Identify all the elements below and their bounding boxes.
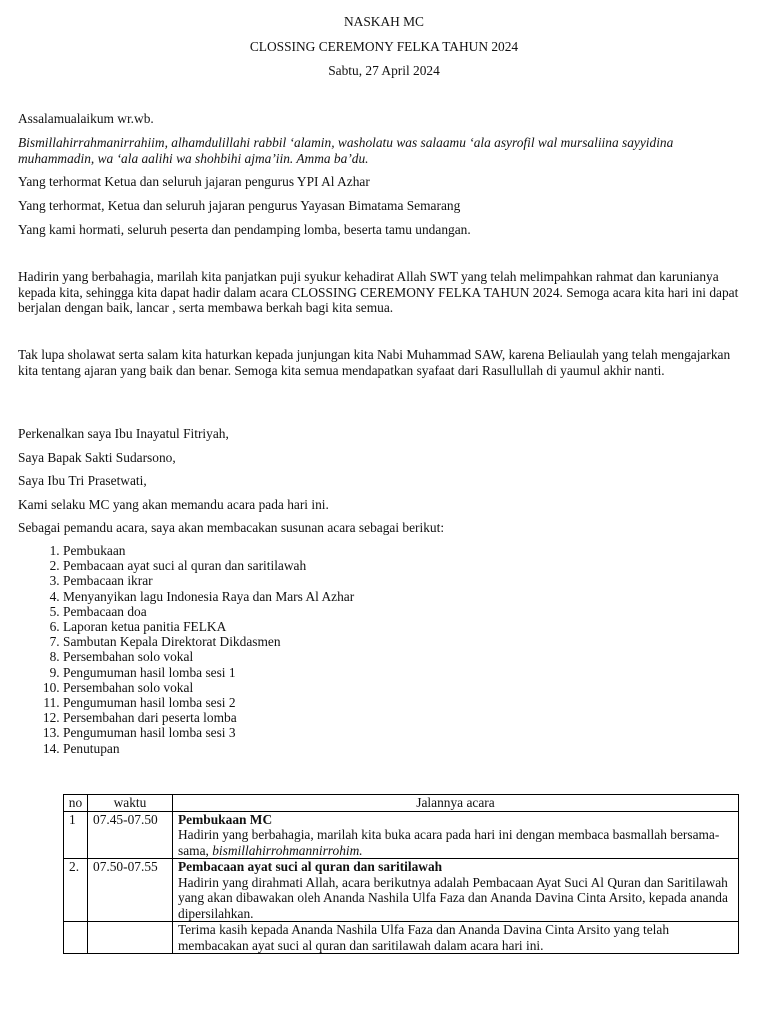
row-no: 2. — [64, 859, 88, 922]
intro-line-1: Perkenalkan saya Ibu Inayatul Fitriyah, — [18, 426, 229, 441]
row-acara — [173, 859, 739, 922]
agenda-item: 14. Penutupan — [63, 741, 753, 756]
agenda-item: 12. Persembahan dari peserta lomba — [63, 710, 753, 725]
event-date: Sabtu, 27 April 2024 — [328, 63, 440, 78]
document-title: NASKAH MC — [344, 14, 424, 29]
row-no — [64, 922, 88, 954]
agenda-item: 8. Persembahan solo vokal — [63, 649, 753, 664]
row-waktu: 07.45-07.50 — [88, 811, 173, 859]
table-row — [64, 922, 739, 954]
table-row — [64, 859, 739, 922]
table-row — [64, 811, 739, 859]
agenda-item: 6. Laporan ketua panitia FELKA — [63, 619, 753, 634]
salam: Assalamualaikum wr.wb. — [18, 111, 154, 126]
agenda-list — [18, 543, 753, 756]
row-text: Hadirin yang dirahmati Allah, acara berikutnya adalah Pembacaan Ayat Suci Al Quran dan Saritilawah yang akan dibawakan oleh Ananda Nashila Ulfa Faza dan Ananda Davina Cinta Arsito, kepada ananda dipersilahkan. — [178, 874, 728, 921]
header-acara: Jalannya acara — [173, 795, 739, 812]
agenda-item: 3. Pembacaan ikrar — [63, 573, 753, 588]
row-text-italic: bismillahirrohmannirrohim. — [212, 842, 363, 858]
row-acara — [173, 811, 739, 859]
sholawat-paragraph: Tak lupa sholawat serta salam kita haturkan kepada junjungan kita Nabi Muhammad SAW, karena Beliaulah yang telah mengajarkan kita tentang ajaran yang baik dan benar. Semoga kita semua mendapatkan syafaat dari Rasullullah di yaumul akhir nanti. — [18, 347, 731, 378]
agenda-item: 11. Pengumuman hasil lomba sesi 2 — [63, 695, 753, 710]
intro-line-2: Saya Bapak Sakti Sudarsono, — [18, 450, 176, 465]
row-waktu — [88, 922, 173, 954]
agenda-item: 13. Pengumuman hasil lomba sesi 3 — [63, 725, 753, 740]
greeting-ypi: Yang terhormat Ketua dan seluruh jajaran pengurus YPI Al Azhar — [18, 174, 370, 189]
row-no: 1 — [64, 811, 88, 859]
agenda-item: 2. Pembacaan ayat suci al quran dan saritilawah — [63, 558, 753, 573]
header-waktu: waktu — [88, 795, 173, 812]
agenda-item: 10. Persembahan solo vokal — [63, 680, 753, 695]
agenda-item: 1. Pembukaan — [63, 543, 753, 558]
intro-line-3: Saya Ibu Tri Prasetwati, — [18, 473, 147, 488]
intro-line-5: Sebagai pemandu acara, saya akan membacakan susunan acara sebagai berikut: — [18, 520, 445, 535]
event-title: CLOSSING CEREMONY FELKA TAHUN 2024 — [249, 39, 519, 54]
agenda-item: 9. Pengumuman hasil lomba sesi 1 — [63, 665, 753, 680]
agenda-item: 4. Menyanyikan lagu Indonesia Raya dan Mars Al Azhar — [63, 589, 753, 604]
row-text: Hadirin yang berbahagia, marilah kita buka acara pada hari ini dengan membaca basmallah bersama-sama, — [178, 827, 720, 858]
table-header-row — [64, 795, 739, 812]
row-title: Pembukaan MC — [178, 811, 273, 827]
intro-line-4: Kami selaku MC yang akan memandu acara pada hari ini. — [18, 497, 329, 512]
header-no: no — [64, 795, 88, 812]
greeting-bimatama: Yang terhormat, Ketua dan seluruh jajaran pengurus Yayasan Bimatama Semarang — [18, 198, 461, 213]
bismillah-paragraph: Bismillahirrahmanirrahiim, alhamdulillahi rabbil ‘alamin, washolatu was salaamu ‘ala asyrofil wal mursaliina sayyidina muhammadin, wa ‘ala aalihi wa shohbihi ajma’iin. Amma ba’du. — [18, 135, 674, 166]
row-text: Terima kasih kepada Ananda Nashila Ulfa Faza dan Ananda Davina Cinta Arsito yang telah membacakan ayat suci al quran dan saritilawah dalam acara hari ini. — [178, 922, 670, 953]
syukur-paragraph: Hadirin yang berbahagia, marilah kita panjatkan puji syukur kehadirat Allah SWT yang telah melimpahkan rahmat dan karunianya kepada kita, sehingga kita dapat hadir dalam acara CLOSSING CEREMONY FELKA TAHUN 2024. Semoga acara kita hari ini dapat berjalan dengan baik, lancar , serta membawa berkah bagi kita semua. — [18, 269, 739, 315]
greeting-participants: Yang kami hormati, seluruh peserta dan pendamping lomba, beserta tamu undangan. — [18, 222, 471, 237]
row-waktu: 07.50-07.55 — [88, 859, 173, 922]
agenda-item: 5. Pembacaan doa — [63, 604, 753, 619]
row-title: Pembacaan ayat suci al quran dan saritilawah — [178, 859, 443, 874]
row-acara — [173, 922, 739, 954]
schedule-table — [63, 794, 739, 954]
agenda-item: 7. Sambutan Kepala Direktorat Dikdasmen — [63, 634, 753, 649]
